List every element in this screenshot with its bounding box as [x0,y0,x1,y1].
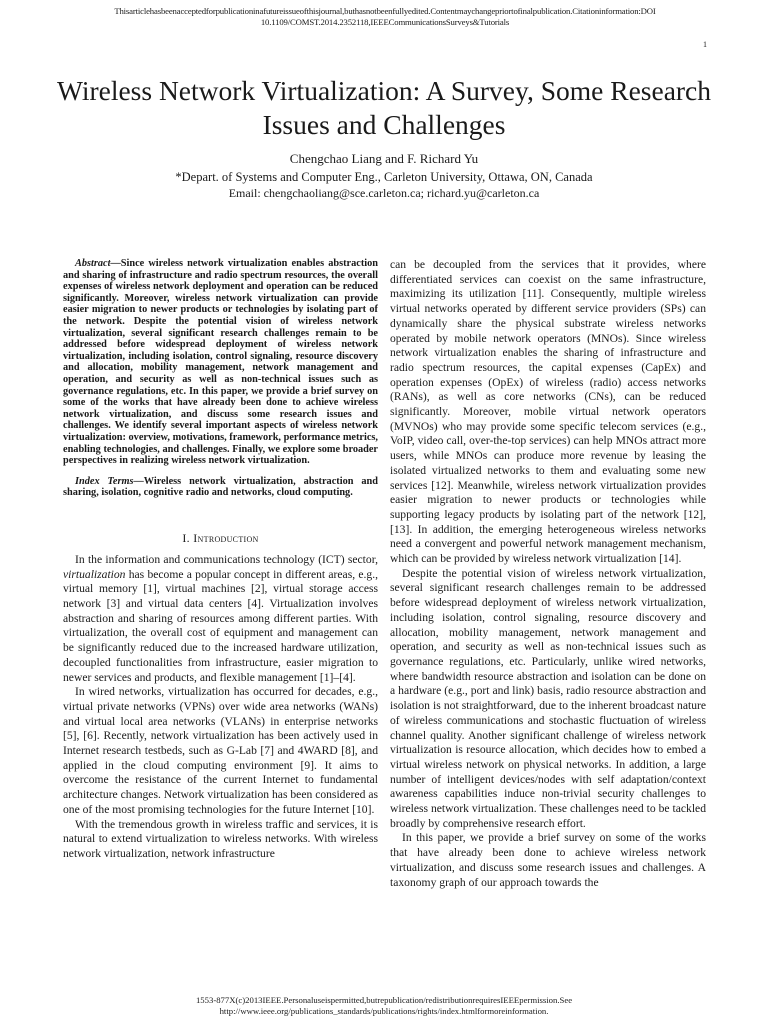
abstract-text: Since wireless network virtualization enables abstraction and sharing of infrastructure and radio spectrum resources, the overall expenses of wireless network deployment and operation can be reduced significantly. Moreover, wireless network virtualization can provide easier migration to newer products or technologies by isolating part of the network. Despite the potential vision of wireless network virtualization, several significant research challenges remain to be addressed before widespread deployment of wireless network virtualization, including isolation, control signaling, resource discovery and allocation, mobility management, network management and operation, and security as well as non-technical issues such as governance regulations, etc. In this paper, we provide a brief survey on some of the works that have already been done to achieve wireless network virtualization, and discuss some research issues and challenges. We identify several important aspects of wireless network virtualization: overview, motivations, framework, performance metrics, enabling technologies, and challenges. Finally, we explore some broader perspectives in realizing wireless network virtualization. [63,258,378,467]
right-paragraph-1: can be decoupled from the services that it provides, where differentiated services can coexist on the same infrastructure, maximizing its utilization [11]. Consequently, multiple wireless virtual networks operated by different service providers (SPs) can dynamically share the physical substrate wireless networks operated by mobile network operators (MNOs). Since wireless network virtualization enables the sharing of infrastructure and radio spectrum resources, the capital expenses (CapEx) and operation expenses (OpEx) of wireless (radio) access networks (RANs), as well as core networks (CNs), can be reduced significantly. Moreover, mobile virtual network operators (MVNOs) who may provide some specific telecom services (e.g., VoIP, video call, over-the-top services) can help MNOs attract more users, while MNOs can produce more revenue by leasing the isolated virtualized networks to them and evaluating some new services [12]. Meanwhile, wireless network virtualization provides easier migration to newer products or technologies while supporting legacy products by isolating part of the network [12], [13]. In addition, the emerging heterogeneous wireless networks need a convergent and powerful network management mechanism, which can be provided by wireless network virtualization [14]. [390,258,706,566]
abstract-label: Abstract— [75,258,121,269]
publication-notice [20,6,750,28]
section-heading-introduction: I. Introduction [182,530,259,545]
copyright-footer-line1: 1553-877X(c)2013IEEE.Personaluseispermitted,butrepublication/redistributionrequiresIEEEpermission.See [195,995,573,1005]
intro-paragraph-3: With the tremendous growth in wireless traffic and services, it is natural to extend virtualization to wireless networks. With wireless network virtualization, network infrastructure [63,817,378,860]
paper-affiliation: *Depart. of Systems and Computer Eng., Carleton University, Ottawa, ON, Canada [175,170,593,184]
abstract [63,258,378,467]
paper-authors: Chengchao Liang and F. Richard Yu [289,151,479,166]
index-terms-label: Index Terms— [75,475,144,487]
intro-paragraph-2: In wired networks, virtualization has occurred for decades, e.g., virtual private networks (VPNs) over wide area networks (WANs) and virtual local area networks (VLANs) in enterprise networks [5], [6]. Recently, network virtualization has been actively used in Internet research testbeds, such as G-Lab [7] and 4WARD [8], and applied in the cloud computing environment [9]. It aims to overcome the resistance of the current Internet to fundamental architecture changes. Network virtualization has been considered as one of the most promising technologies for the future Internet [10]. [63,685,378,816]
copyright-footer-line2: http://www.ieee.org/publications_standards/publications/rights/index.htmlformoreinformation. [219,1006,549,1016]
right-column [390,258,706,890]
intro-paragraph-1 [63,553,378,685]
left-column [63,258,378,862]
intro-paragraph-1-rest: has become a popular concept in different areas, e.g., virtual memory [1], virtual machines [2], virtual storage access network [3] and virtual data centers [4]. Virtualization involves abstraction and sharing of resources among different parties. With virtualization, the overall cost of equipment and management can be significantly reduced due to the increased hardware utilization, decoupled functionalities from infrastructure, easier migration to newer services and products, and flexible management [1]–[4]. [63,567,378,684]
paper-title: Wireless Network Virtualization: A Survey, Some Research Issues and Challenges [56,75,712,140]
intro-paragraph-1-emphasis: virtualization [63,567,126,581]
intro-paragraph-1-start: In the information and communications technology (ICT) sector, [75,552,378,566]
publication-notice-line2: 10.1109/COMST.2014.2352118,IEEECommunicationsSurveys&Tutorials [260,17,510,27]
paper-email: Email: chengchaoliang@sce.carleton.ca; richard.yu@carleton.ca [228,186,540,200]
publication-notice-line1: Thisarticlehasbeenacceptedforpublicationinafutureissueofthisjournal,buthasnotbeenfullyedited.Contentmaychangepriortofinalpublication.Citationinformation:DOI [114,6,656,16]
right-paragraph-2: Despite the potential vision of wireless network virtualization, several significant research challenges remain to be addressed before widespread deployment of wireless network virtualization, including isolation, control signaling, resource discovery and allocation, mobility management, network management and operation, and security as well as non-technical issues such as governance regulations, etc. Particularly, unlike wired networks, where bandwidth resource abstraction and isolation can be done on a hardware (e.g., port and link) basis, radio resource abstraction and isolation is not straightforward, due to the inherent broadcast nature of wireless communications and stochastic fluctuation of wireless channel quality. Another significant challenge of wireless network virtualization is resource allocation, which decides how to embed a virtual wireless network on physical networks. In addition, a large number of intelligent devices/nodes with self adaptation/context awareness capabilities induce non-trivial security challenges to wireless network virtualization. These challenges need to be tackled broadly by comprehensive research effort. [390,566,706,830]
copyright-footer [40,995,728,1017]
page-number: 1 [703,40,707,49]
right-paragraph-3: In this paper, we provide a brief survey on some of the works that have already been done to achieve wireless network virtualization, and discuss some research issues and challenges. A taxonomy graph of our approach towards the [390,831,706,889]
index-terms-text: Wireless network virtualization, abstraction and sharing, isolation, cognitive radio and networks, cloud computing. [63,475,378,499]
index-terms [63,476,378,499]
